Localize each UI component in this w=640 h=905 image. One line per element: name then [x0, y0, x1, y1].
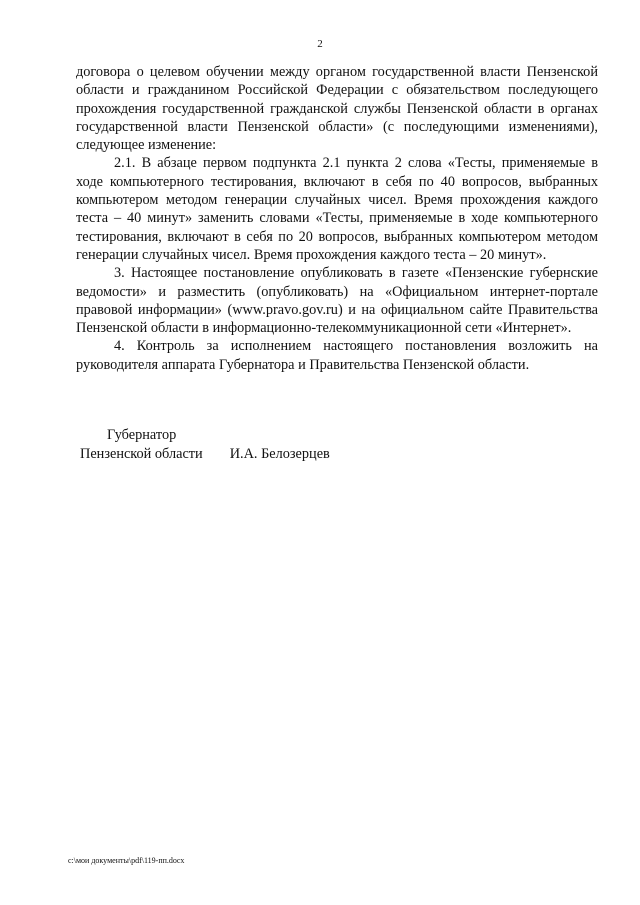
signer-name: И.А. Белозерцев: [229, 446, 330, 462]
signer-row: [80, 445, 330, 464]
signature-block: [80, 426, 330, 464]
signer-title-line2: Пензенской области: [80, 446, 203, 462]
paragraph-continuation: договора о целевом обучении между органом государственной власти Пензенской области и гражданином Российской Федерации с обязательством последующего прохождения государственной гражданской службы Пензенской области в органах государственной власти Пензенской области» (с последующими изменениями), следующее изменение:: [76, 64, 598, 154]
page-number: 2: [317, 38, 323, 50]
document-body: [76, 63, 598, 374]
paragraph-2-1: 2.1. В абзаце первом подпункта 2.1 пункта 2 слова «Тесты, применяемые в ходе компьютерного тестирования, включают в себя по 40 вопросов, выбранных компьютером методом генерации случайных чисел. Время прохождения каждого теста – 40 минут» заменить словами «Тесты, применяемые в ходе компьютерного тестирования, включают в себя по 20 вопросов, выбранных компьютером методом генерации случайных чисел. Время прохождения каждого теста – 20 минут».: [76, 155, 598, 263]
footer-file-path: c:\мои документы\pdf\119-пп.docx: [68, 856, 185, 865]
signer-title-line1: Губернатор: [107, 427, 177, 443]
paragraph-4: 4. Контроль за исполнением настоящего постановления возложить на руководителя аппарата Губернатора и Правительства Пензенской области.: [76, 338, 598, 373]
paragraph-3: 3. Настоящее постановление опубликовать в газете «Пензенские губернские ведомости» и разместить (опубликовать) на «Официальном интернет-портале правовой информации» (www.pravo.gov.ru) и на официальном сайте Правительства Пензенской области в информационно-телекоммуникационной сети «Интернет».: [76, 265, 598, 337]
